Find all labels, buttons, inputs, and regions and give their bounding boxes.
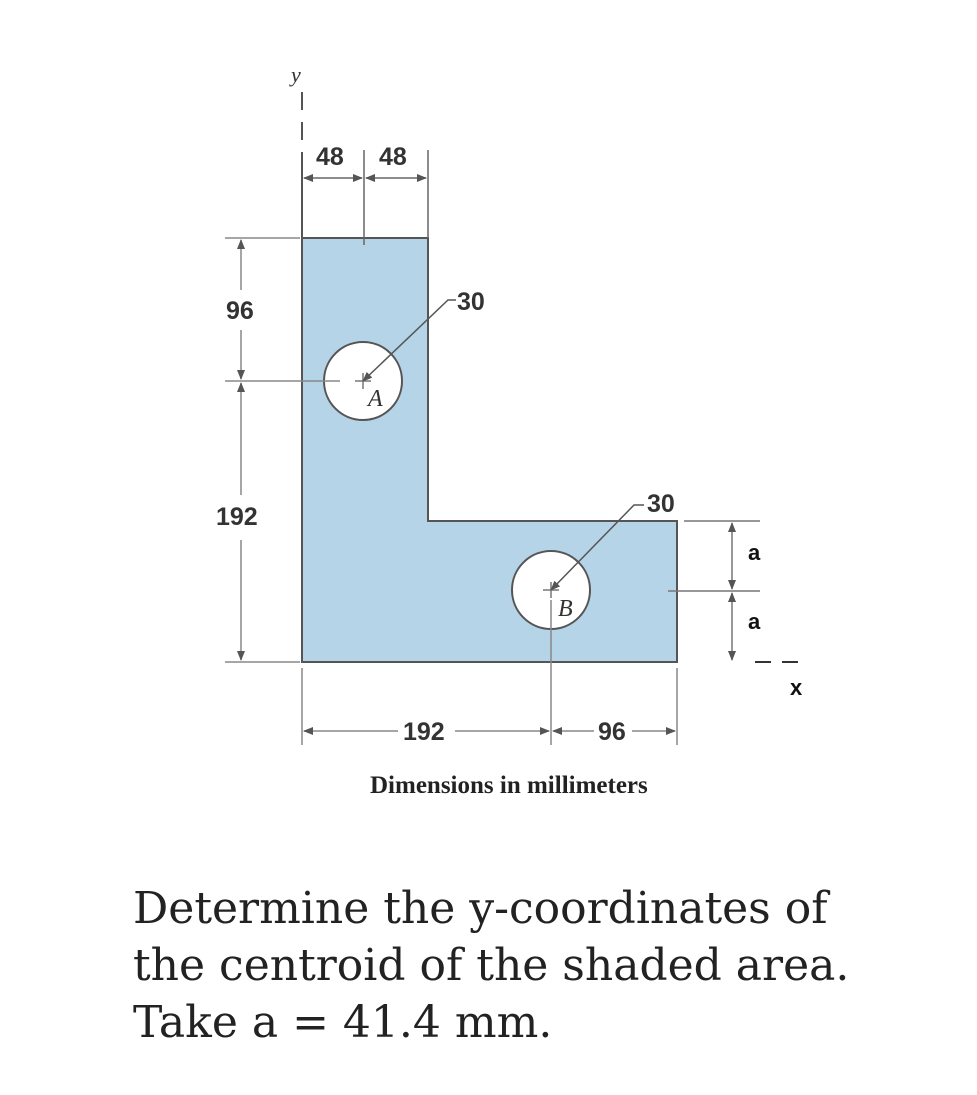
dim-radius-b: 30 (647, 490, 675, 518)
l-shaped-area (302, 238, 677, 662)
question-line-3: Take a = 41.4 mm. (133, 997, 553, 1048)
question-line-2: the centroid of the shaded area. (133, 940, 850, 991)
dim-left-lower: 192 (216, 503, 258, 531)
dim-bottom-left: 192 (403, 718, 445, 746)
dim-a-lower: a (748, 609, 761, 634)
y-axis-label: y (291, 62, 301, 87)
dim-a-upper: a (748, 540, 761, 565)
hole-b-label: B (558, 596, 573, 622)
figure-caption: Dimensions in millimeters (370, 772, 648, 799)
question-text (133, 880, 953, 1051)
dim-top-left: 48 (316, 143, 344, 171)
dim-radius-a: 30 (457, 288, 485, 316)
question-line-1: Determine the y-coordinates of (133, 883, 828, 934)
hole-a-label: A (368, 386, 383, 412)
dim-left-upper: 96 (226, 297, 254, 325)
dim-top-right: 48 (379, 143, 407, 171)
x-axis-label: x (790, 675, 803, 700)
dim-bottom-right: 96 (598, 718, 626, 746)
